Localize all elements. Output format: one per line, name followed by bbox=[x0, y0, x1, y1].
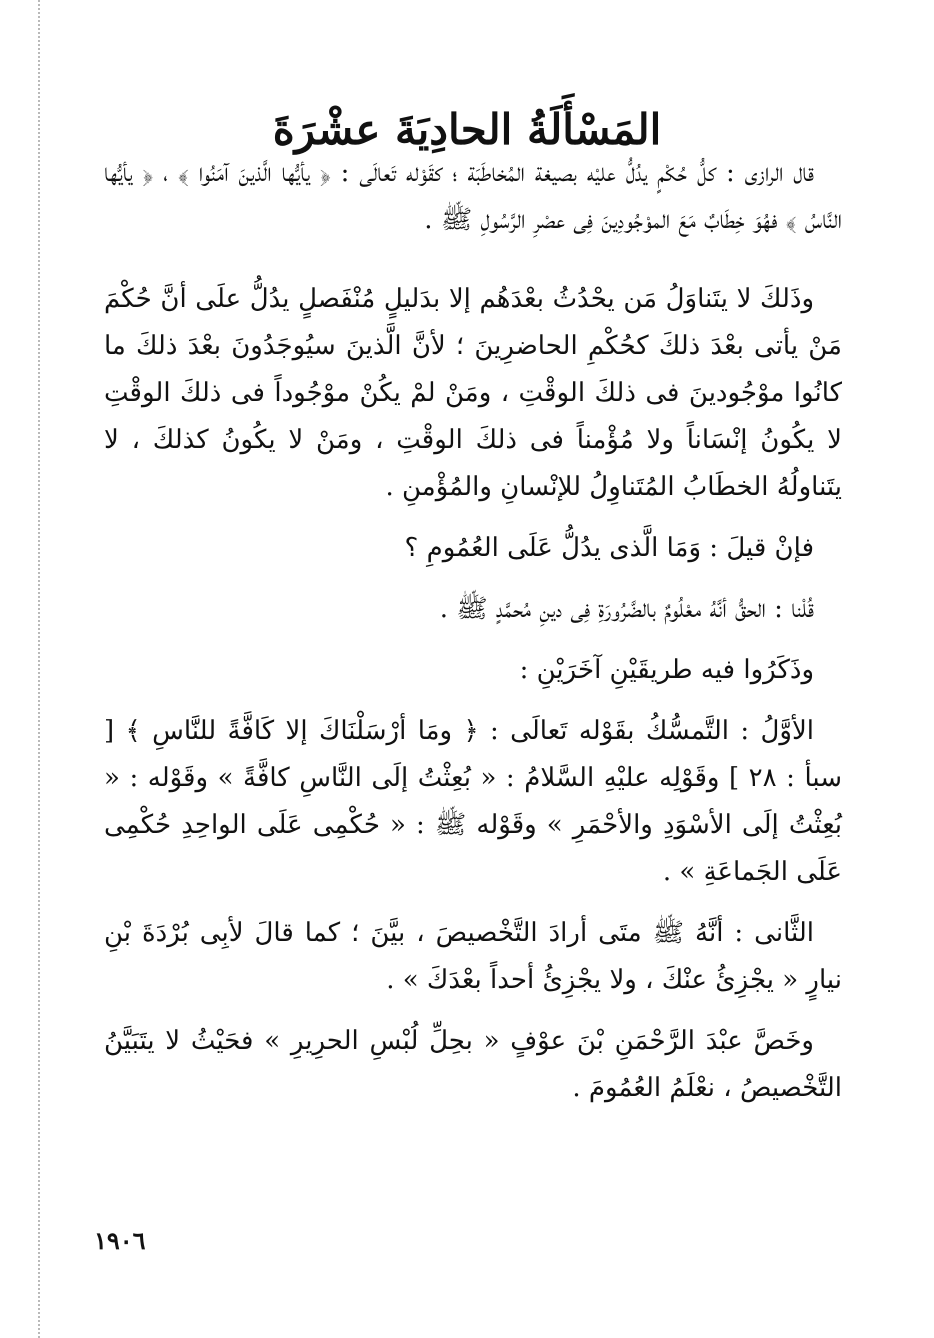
paragraph-two-ways: وذَكَرُوا فيه طريقَيْنِ آخَرَيْنِ : bbox=[519, 655, 814, 685]
page-body bbox=[104, 150, 842, 1126]
paragraph-first-way: الأوَّلُ : التَّمسُّكُ بقَوْله تَعالَى : ﴿ ومَا أرْسَلْنَاكَ إلا كَافَّةً للنَّاسِ ﴾ [ سبأ : ٢٨ ] وقَوْلِه عليْهِ السَّلامُ : « بُعِثْتُ إلَى النَّاسِ كافَّةً » وقَوْله : « بُعِثْتُ إلَى الأسْوَدِ والأحْمَرِ » وقَوْله ﷺ : « حُكْمِى عَلَى الواحِدِ حُكْمِى عَلَى الجَماعَةِ » . bbox=[104, 716, 843, 887]
paragraph-answer: قُلْنا : الحقُّ أنَّهُ معْلُومٌ بالضَّرُورَةِ فِى دينِ مُحمَّدٍ ﷺ . bbox=[439, 594, 814, 624]
paragraph-explanation: وذَلكَ لا يتَناوَلُ مَن يحْدُثُ بعْدَهُم إلا بدَليلٍ مُنْفَصلٍ يدُلُّ علَى أنَّ حُكْمَ مَنْ يأتى بعْدَ ذلكَ كحُكْمِ الحاضرِينَ ؛ لأنَّ الَّذينَ سيُوجَدُونَ بعْدَ ذلكَ ما كانُوا موْجُودينَ فى ذلكَ الوقْتِ ، ومَنْ لمْ يكُنْ موْجُوداً فى ذلكَ الوقْتِ لا يكُونُ إنْسَاناً ولا مُؤْمناً فى ذلكَ الوقْتِ ، ومَنْ لا يكُونُ كذلكَ ، لا يتَناولُهُ الخطَابُ المُتَناوِلُ للإنْسانِ والمُؤْمنِ . bbox=[104, 284, 842, 502]
paragraph-question: فإنْ قيلَ : وَمَا الَّذى يدُلُّ عَلَى العُمُومِ ؟ bbox=[404, 533, 814, 563]
paragraph-razi-statement: قال الرازى : كلُّ حُكْمٍ يدُلُّ عليْه بصيغة المُخاطَبَة ؛ كقَوْله تَعالَى : ﴿ يأيُّها الَّذينَ آمَنُوا ﴾ ، ﴿ يأيُّها النَّاسُ ﴾ فهُوَ خِطَابٌ مَعَ الموْجُودِينَ فِى عصْرِ الرَّسُولِ ﷺ . bbox=[104, 158, 842, 235]
page-number: ١٩٠٦ bbox=[94, 1226, 146, 1255]
paragraph-conclusion: وخَصَّ عبْدَ الرَّحْمَنِ بْنَ عوْفٍ « بحِلِّ لُبْسِ الحرِيرِ » فحَيْثُ لا يتَبَيَّنُ التَّخْصيصُ ، نعْلَمُ العُمُومَ . bbox=[104, 1026, 842, 1103]
left-margin-dotted-line bbox=[38, 0, 40, 1338]
page-title: المَسْأَلَةُ الحادِيَةَ عشْرَةَ bbox=[272, 105, 662, 155]
paragraph-second-way: الثَّانى : أنَّهُ ﷺ متَى أرادَ التَّخْصيصَ ، بيَّنَ ؛ كما قالَ لأبِى بُرْدَةَ بْنِ نيارٍ « يجْزِئُ عنْكَ ، ولا يجْزِئُ أحداً بعْدَكَ » . bbox=[104, 918, 842, 995]
